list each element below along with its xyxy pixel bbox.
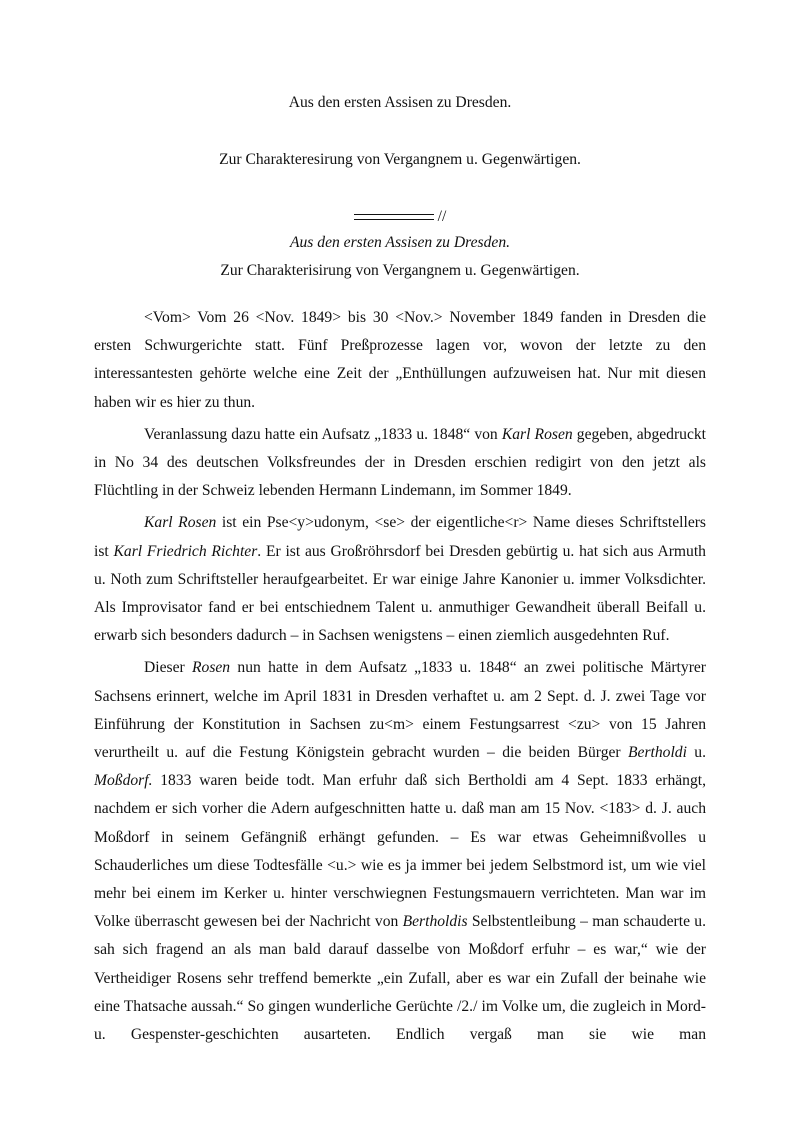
person-name: Moßdorf. [94, 772, 153, 790]
paragraph-1: <Vom> Vom 26 <Nov. 1849> bis 30 <Nov.> November 1849 fanden in Dresden die ersten Schwurgerichte statt. Fünf Preßprozesse lagen vor, wovon der letzte zu den interessantesten gehörte welche eine Zeit der „Enthüllungen aufzuweisen hat. Nur mit diesen haben wir es hier zu thun. [94, 309, 706, 411]
text-span: 1833 waren beide todt. Man erfuhr daß sich Bertholdi am 4 Sept. 1833 erhängt, nachdem er sich vorher die Adern aufgeschnitten hatte u. daß man am 15 Nov. <183> d. J. auch Moßdorf in seinem Gefängniß erhängt gefunden. – Es war etwas Geheimnißvolles u Schauderliches um diese Todtesfälle <u.> wie es ja immer bei jedem Selbstmord ist, um wie viel mehr bei einem im Kerker u. hinter verschwiegnen Festungsmauern verrichteten. Man war im Volke überrascht gewesen bei der Nachricht von [94, 772, 706, 931]
person-name: Karl Friedrich Richter [113, 542, 258, 560]
text-span: Veranlassung dazu hatte ein Aufsatz „1833 u. 1848“ von [144, 425, 502, 443]
body-text [94, 304, 706, 1049]
text-span: . Er ist aus Großröhrsdorf bei Dresden gebürtig u. hat sich aus Armuth u. Noth zum Schriftsteller heraufgearbeitet. Er war einige Jahre Kanonier u. immer Volksdichter. Als Improvisator fand er bei entschiednem Talent u. anmuthiger Gewandheit überall Beifall u. erwarb sich besonders dadurch – in Sachsen wenigstens – einen ziemlich ausgedehnten Ruf. [94, 542, 706, 645]
separator-mark: // [437, 208, 447, 225]
person-name: Bertholdis [402, 913, 468, 931]
heading-title-italic: Aus den ersten Assisen zu Dresden. [289, 234, 511, 251]
paragraph-3 [94, 509, 706, 650]
text-span: gegeben, abgedruckt in No 34 des deutschen Volksfreundes der in Dresden erschien redigirt von den jetzt als Flüchtling in der Schweiz lebenden Hermann Lindemann, im Sommer 1849. [94, 425, 707, 500]
person-name: Bertholdi [628, 744, 687, 762]
text-span: nun hatte in dem Aufsatz „1833 u. 1848“ an zwei politische Märtyrer Sachsens erinnert, welche im April 1831 in Dresden verhaftet u. am 2 Sept. d. J. zwei Tage vor Einführung der Konstitution in Sachsen zu<m> einem Festungsarrest <zu> von 15 Jahren verurtheilt u. auf die Festung Königstein gebracht wurden – die beiden Bürger [94, 659, 706, 762]
heading-subtitle-corrected: Zur Charakterisirung von Vergangnem u. Gegenwärtigen. [220, 262, 580, 279]
text-span: u. [686, 744, 706, 762]
heading-title: Aus den ersten Assisen zu Dresden. [288, 94, 512, 111]
heading-subtitle: Zur Charakteresirung von Vergangnem u. Gegenwärtigen. [219, 151, 581, 168]
text-span: Dieser [144, 659, 192, 677]
separator [0, 208, 800, 226]
double-rule [354, 214, 434, 220]
text-span: ist ein Pse<y>udonym, <se> der eigentliche<r> Name dieses Schriftstellers ist [94, 514, 707, 560]
paragraph-2 [94, 421, 706, 506]
paragraph-4 [94, 654, 706, 1049]
person-name: Karl Rosen [144, 514, 217, 532]
person-name: Karl Rosen [501, 425, 573, 443]
person-name: Rosen [192, 659, 231, 677]
text-span: Selbstentleibung – man schauderte u. sah sich fragend an als man bald darauf dasselbe von Moßdorf erfuhr – es war,“ wie der Vertheidiger Rosens sehr treffend bemerkte „ein Zufall, aber es war ein Zufall der beinahe wie eine Thatsache aussah.“ So gingen wunderliche Gerüchte /2./ im Volke um, die zugleich in Mord- u. Gespenster-geschichten ausarteten. Endlich vergaß man sie wie man [94, 913, 706, 1044]
